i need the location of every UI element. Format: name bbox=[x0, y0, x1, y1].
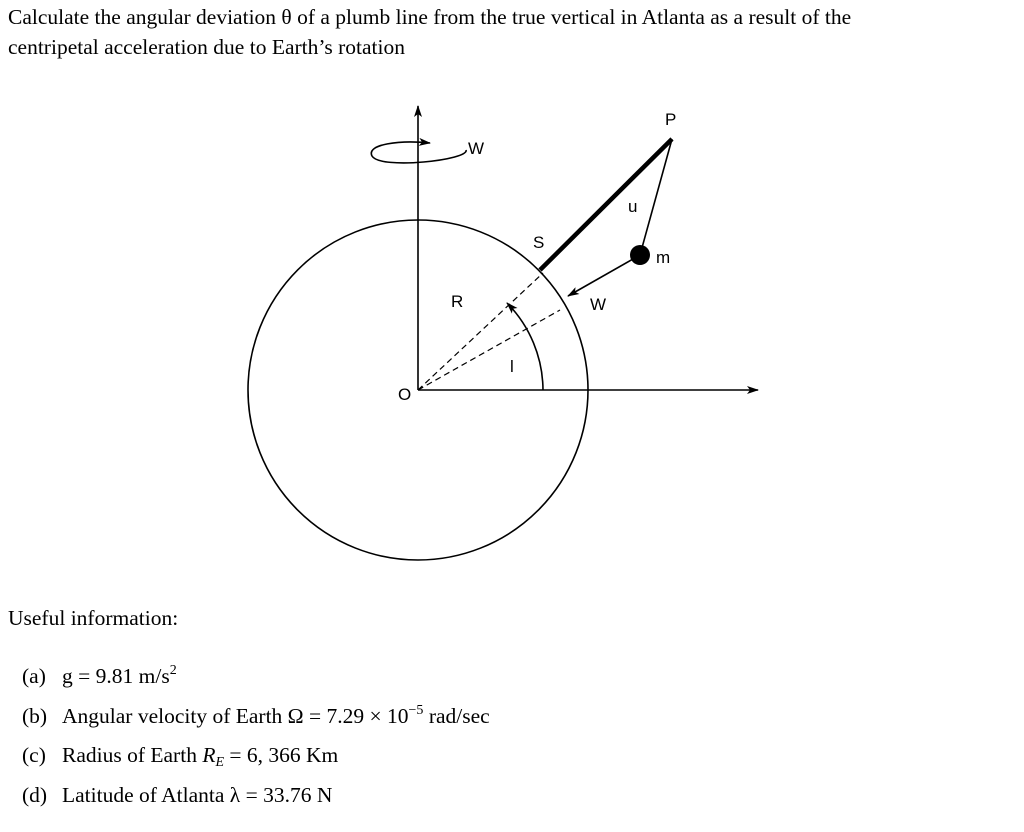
info-sup: 2 bbox=[169, 663, 177, 678]
info-tag: (a) bbox=[22, 664, 46, 688]
latitude-arc bbox=[507, 303, 543, 390]
info-item-c bbox=[22, 743, 490, 783]
info-var: R bbox=[202, 743, 216, 767]
info-text-post: rad/sec bbox=[423, 703, 490, 728]
label-w: W bbox=[590, 295, 607, 314]
info-heading: Useful information: bbox=[8, 606, 179, 630]
info-tag: (c) bbox=[22, 743, 46, 767]
info-item-a bbox=[22, 664, 490, 704]
info-text: g = 9.81 m/s bbox=[62, 664, 170, 688]
label-l: l bbox=[510, 357, 514, 376]
acceleration-arrow bbox=[568, 255, 640, 296]
label-p: P bbox=[665, 110, 677, 129]
label-omega: W bbox=[468, 139, 485, 158]
label-s: S bbox=[533, 233, 545, 252]
info-item-d bbox=[22, 783, 490, 823]
info-text: Radius of Earth bbox=[62, 743, 203, 767]
info-text: Angular velocity of Earth Ω = 7.29 × 10 bbox=[62, 703, 409, 728]
info-tag: (b) bbox=[22, 703, 48, 728]
label-m: m bbox=[656, 248, 671, 267]
info-item-b bbox=[22, 704, 490, 744]
mass-m bbox=[630, 245, 650, 265]
label-r: R bbox=[451, 292, 464, 311]
info-sub: E bbox=[215, 755, 225, 770]
info-sup: −5 bbox=[408, 702, 424, 718]
label-u: u bbox=[628, 197, 638, 216]
radius-line-r bbox=[418, 273, 543, 390]
info-text: Latitude of Atlanta λ = 33.76 N bbox=[62, 782, 333, 807]
latitude-line bbox=[418, 310, 560, 390]
problem-line-1: Calculate the angular deviation θ of a plumb line from the true vertical in Atlanta as a result of the bbox=[8, 5, 852, 29]
problem-line-2: centripetal acceleration due to Earth’s rotation bbox=[8, 35, 405, 59]
info-list bbox=[22, 664, 490, 822]
info-text-post: = 6, 366 Km bbox=[224, 743, 339, 767]
label-o: O bbox=[398, 385, 412, 404]
info-tag: (d) bbox=[22, 782, 48, 807]
support-line-s bbox=[540, 139, 672, 270]
